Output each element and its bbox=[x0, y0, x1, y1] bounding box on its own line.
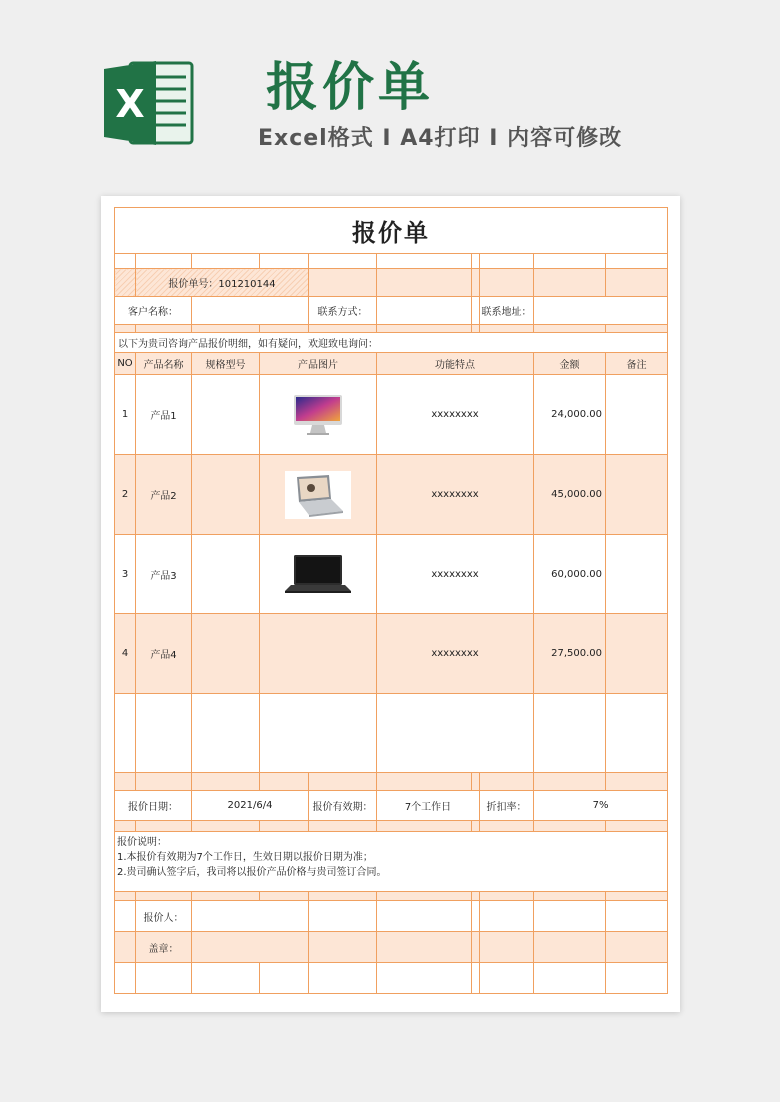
col-amount: 金额 bbox=[534, 353, 606, 375]
intro-text: 以下为贵司咨询产品报价明细，如有疑问，欢迎致电询问： bbox=[115, 333, 668, 353]
row-no: 2 bbox=[115, 455, 136, 535]
banner-subtitle: Excel格式 I A4打印 I 内容可修改 bbox=[258, 126, 623, 151]
col-no: NO bbox=[115, 353, 136, 375]
document-title: 报价单 bbox=[115, 208, 668, 254]
quote-notes bbox=[115, 832, 668, 892]
notes-title: 报价说明： bbox=[117, 837, 167, 848]
row-image bbox=[260, 455, 377, 535]
row-feature: xxxxxxxx bbox=[377, 375, 534, 455]
table-row bbox=[115, 614, 668, 694]
row-feature: xxxxxxxx bbox=[377, 535, 534, 614]
quotation-sheet bbox=[114, 207, 667, 994]
row-amount: 45,000.00 bbox=[534, 455, 606, 535]
row-image bbox=[260, 535, 377, 614]
row-feature: xxxxxxxx bbox=[377, 455, 534, 535]
quotation-table bbox=[114, 207, 668, 994]
row-spec bbox=[192, 614, 260, 694]
address-label: 联系地址： bbox=[480, 297, 534, 325]
stamp-value[interactable] bbox=[192, 932, 309, 963]
stamp-label: 盖章： bbox=[136, 932, 192, 963]
date-value: 2021/6/4 bbox=[192, 791, 309, 821]
quoter-label: 报价人： bbox=[136, 901, 192, 932]
laptop-silver-icon bbox=[285, 471, 351, 519]
svg-text:X: X bbox=[115, 82, 145, 126]
notes-line-2: 2.贵司确认签字后，我司将以报价产品价格与贵司签订合同。 bbox=[117, 867, 387, 878]
col-feature: 功能特点 bbox=[377, 353, 534, 375]
row-no: 3 bbox=[115, 535, 136, 614]
date-label: 报价日期： bbox=[115, 791, 192, 821]
col-note: 备注 bbox=[606, 353, 668, 375]
row-no: 4 bbox=[115, 614, 136, 694]
row-image bbox=[260, 375, 377, 455]
col-name: 产品名称 bbox=[136, 353, 192, 375]
row-name: 产品4 bbox=[136, 614, 192, 694]
row-spec bbox=[192, 535, 260, 614]
validity-label: 报价有效期： bbox=[309, 791, 377, 821]
table-row bbox=[115, 375, 668, 455]
quote-number: 报价单号：101210144 bbox=[136, 269, 309, 297]
row-note bbox=[606, 614, 668, 694]
address-value[interactable] bbox=[534, 297, 668, 325]
quoter-value[interactable] bbox=[192, 901, 309, 932]
col-spec: 规格型号 bbox=[192, 353, 260, 375]
col-image: 产品图片 bbox=[260, 353, 377, 375]
table-row bbox=[115, 535, 668, 614]
table-row bbox=[115, 455, 668, 535]
row-name: 产品1 bbox=[136, 375, 192, 455]
table-header bbox=[115, 353, 668, 375]
row-note bbox=[606, 375, 668, 455]
row-feature: xxxxxxxx bbox=[377, 614, 534, 694]
excel-logo-icon bbox=[100, 55, 196, 151]
row-note bbox=[606, 535, 668, 614]
customer-value[interactable] bbox=[192, 297, 309, 325]
row-name: 产品2 bbox=[136, 455, 192, 535]
row-name: 产品3 bbox=[136, 535, 192, 614]
imac-icon bbox=[292, 393, 344, 437]
banner-title: 报价单 bbox=[266, 58, 435, 118]
customer-label: 客户名称： bbox=[115, 297, 192, 325]
row-spec bbox=[192, 375, 260, 455]
laptop-black-icon bbox=[283, 553, 353, 595]
row-amount: 60,000.00 bbox=[534, 535, 606, 614]
discount-value: 7% bbox=[534, 791, 668, 821]
row-image bbox=[260, 614, 377, 694]
contact-value[interactable] bbox=[377, 297, 472, 325]
row-note bbox=[606, 455, 668, 535]
table-row bbox=[115, 694, 668, 773]
notes-line-1: 1.本报价有效期为7个工作日，生效日期以报价日期为准； bbox=[117, 852, 373, 863]
row-no: 1 bbox=[115, 375, 136, 455]
row-amount: 27,500.00 bbox=[534, 614, 606, 694]
validity-value: 7个工作日 bbox=[377, 791, 480, 821]
row-spec bbox=[192, 455, 260, 535]
discount-label: 折扣率： bbox=[480, 791, 534, 821]
contact-label: 联系方式： bbox=[309, 297, 377, 325]
row-amount: 24,000.00 bbox=[534, 375, 606, 455]
